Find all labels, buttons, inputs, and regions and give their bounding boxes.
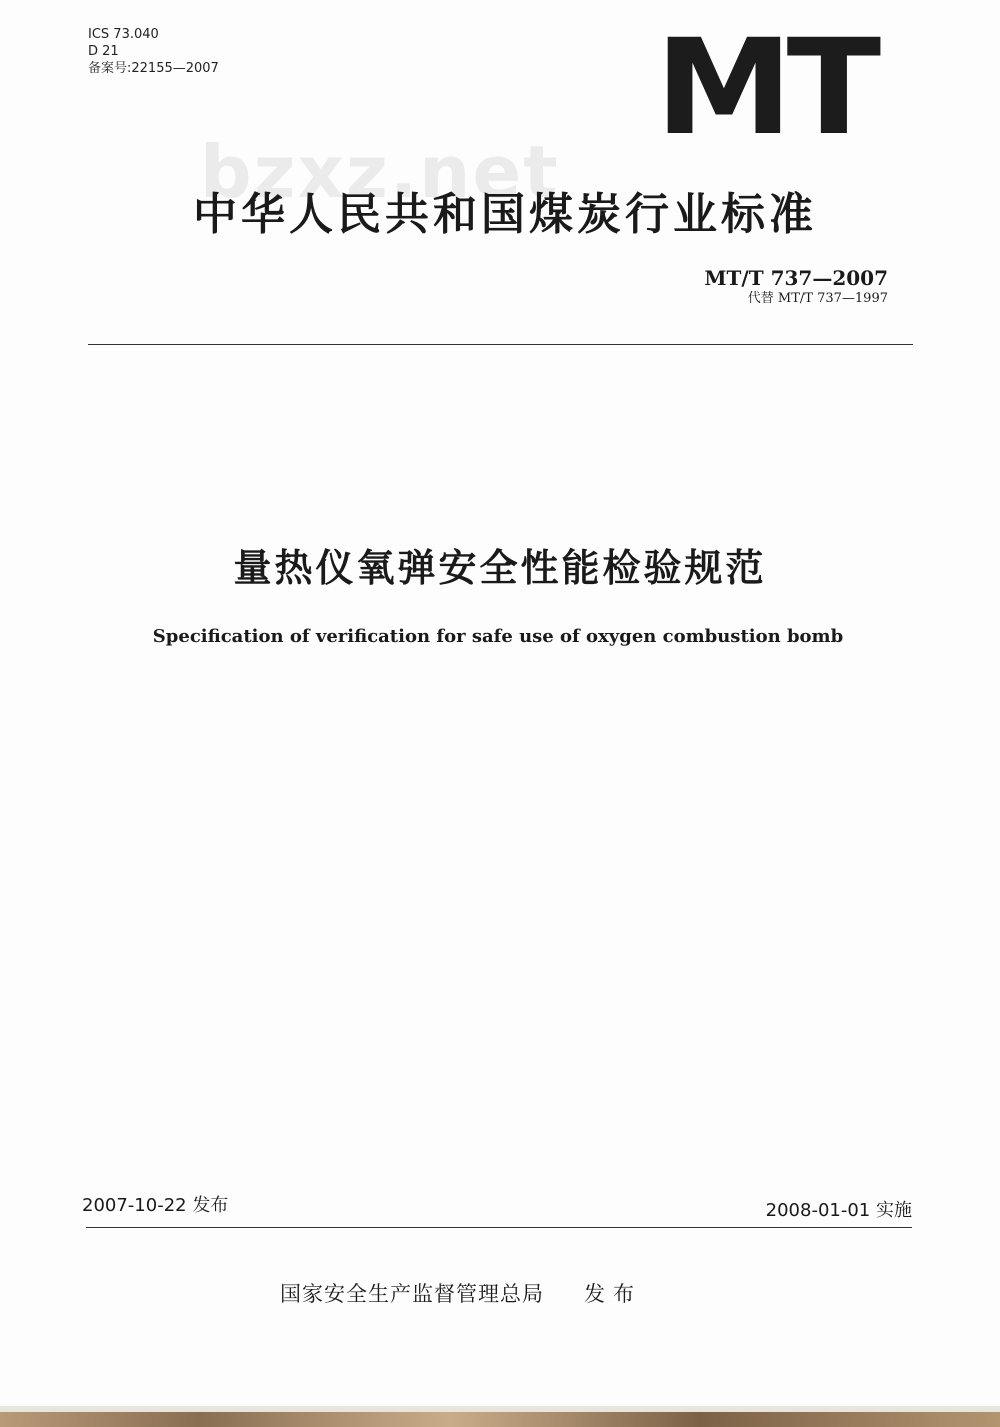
ics-code: ICS 73.040	[88, 27, 159, 42]
classification-block	[88, 26, 219, 77]
class-code: D 21	[88, 44, 119, 59]
record-number: 备案号:22155—2007	[88, 61, 219, 76]
watermark: bzxz.net	[200, 130, 560, 214]
top-divider	[88, 344, 913, 345]
mt-logo: MT	[655, 11, 875, 165]
bottom-divider	[86, 1227, 912, 1228]
publisher-line	[280, 1278, 642, 1308]
chinese-title: 量热仪氧弹安全性能检验规范	[233, 546, 767, 590]
replaces-standard: 代替 MT/T 737—1997	[747, 291, 888, 306]
implementation-date: 2008-01-01 实施	[765, 1200, 912, 1221]
issue-date: 2007-10-22 发布	[82, 1195, 229, 1216]
publisher-name: 国家安全生产监督管理总局	[280, 1282, 544, 1306]
publish-action: 发布	[584, 1282, 642, 1306]
standard-code-block	[704, 266, 888, 308]
standard-number: MT/T 737—2007	[704, 266, 888, 290]
english-title: Specification of verification for safe use of oxygen combustion bomb	[152, 626, 844, 647]
industry-standard-title: 中华人民共和国煤炭行业标准	[193, 189, 817, 240]
background-strip	[0, 1412, 1000, 1427]
